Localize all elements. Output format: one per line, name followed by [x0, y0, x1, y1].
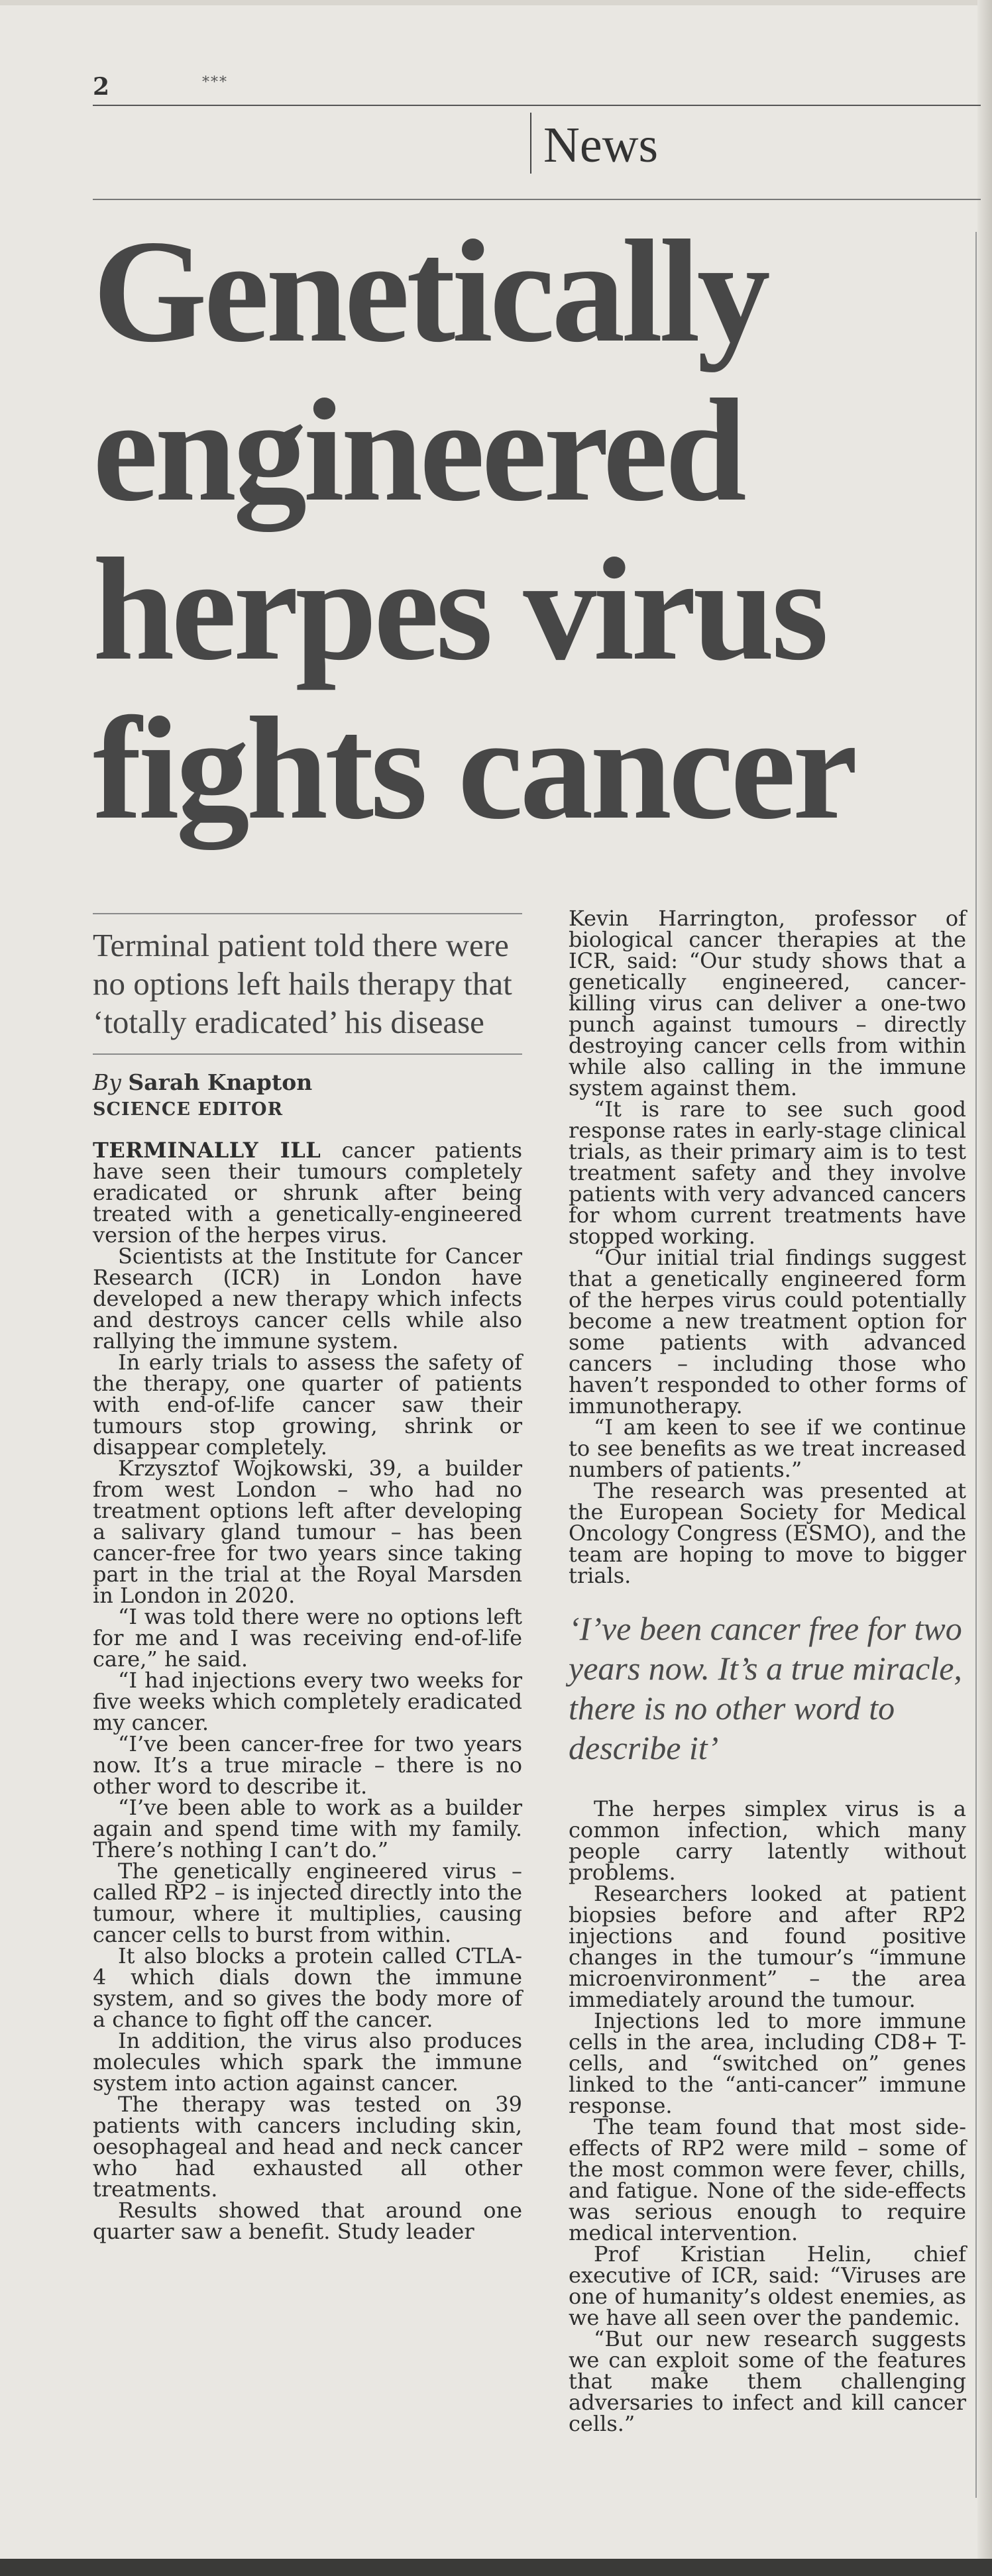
edition-stars: *** [202, 74, 228, 91]
standfirst: Terminal patient told there were no options left hails therapy that ‘totally eradicated’ his disease [93, 927, 512, 1040]
right-column [569, 908, 966, 2434]
article-paragraph: “It is rare to see such good response rates in early-stage clinical trials, as their primary aim is to test treatment safety and they involve patients with very advanced cancers for whom current treatments have stopped working. [569, 1097, 966, 1249]
byline-rule [93, 1053, 522, 1055]
headline-line: herpes virus [93, 528, 826, 691]
article-body-right-top [569, 908, 966, 1586]
article-paragraph: “I had injections every two weeks for five weeks which completely eradicated my cancer. [93, 1668, 522, 1735]
section-label: News [543, 117, 659, 173]
byline [93, 1069, 522, 1095]
page-right-edge [977, 0, 992, 2559]
article-paragraph: “I am keen to see if we continue to see benefits as we treat increased numbers of patients.” [569, 1415, 966, 1482]
page-bottom-edge [0, 2559, 992, 2576]
headline-line: engineered [93, 369, 744, 532]
article-body-right-bottom [569, 1798, 966, 2434]
article-paragraph: “Our initial trial findings suggest that a genetically engineered form of the herpes virus could potentially become a new treatment option for some patients with advanced cancers – including those who haven’t responded to other forms of immunotherapy. [569, 1245, 966, 1419]
byline-by: By [93, 1069, 121, 1095]
article-paragraph: “But our new research suggests we can exploit some of the features that make them challenging adversaries to infect and kill cancer cells.” [569, 2326, 966, 2436]
article-paragraph: The therapy was tested on 39 patients with cancers including skin, oesophageal and head and neck cancer who had exhausted all other treatments. [93, 2092, 522, 2202]
lead-paragraph-text: cancer patients have seen their tumours completely eradicated or shrunk after being treated with a genetically-engineered version of the herpes virus. [93, 1138, 522, 1248]
article-paragraph: Kevin Harrington, professor of biological cancer therapies at the ICR, said: “Our study shows that a genetically engineered, cancer-killing virus can deliver a one-two punch against tumours – directly destroying cancer cells from within while also calling in the immune system against them. [569, 906, 966, 1100]
headline-line: Genetically [93, 210, 767, 373]
headline-line: fights cancer [93, 687, 855, 850]
left-column [93, 913, 522, 2242]
article-paragraph: Researchers looked at patient biopsies before and after RP2 injections and found positive changes in the tumour’s “immune microenvironment” – the area immediately around the tumour. [569, 1881, 966, 2012]
author-name: Sarah Knapton [128, 1069, 313, 1095]
pull-quote: ‘I’ve been cancer free for two years now. It’s a true miracle, there is no other word to describe it’ [569, 1610, 962, 1766]
column-border [975, 232, 977, 2498]
article-paragraph: The team found that most side-effects of RP2 were mild – some of the most common were fever, chills, and fatigue. None of the side-effects was serious enough to require medical intervention. [569, 2114, 966, 2245]
article-paragraph: Injections led to more immune cells in the area, including CD8+ T-cells, and “switched on” genes linked to the “anti-cancer” immune response. [569, 2008, 966, 2118]
page-top-edge [0, 0, 992, 5]
article-paragraph: In early trials to assess the safety of the therapy, one quarter of patients with end-of-life cancer saw their tumours stop growing, shrink or disappear completely. [93, 1350, 522, 1460]
article-paragraph: It also blocks a protein called CTLA-4 which dials down the immune system, and so gives the body more of a chance to fight off the cancer. [93, 1943, 522, 2032]
article-paragraph: The herpes simplex virus is a common infection, which many people carry latently without problems. [569, 1796, 966, 1885]
top-rule [93, 105, 981, 106]
article-paragraph: In addition, the virus also produces molecules which spark the immune system into action against cancer. [93, 2028, 522, 2096]
article-paragraph: “I’ve been able to work as a builder again and spend time with my family. There’s nothing I can’t do.” [93, 1795, 522, 1862]
lead-in: TERMINALLY ILL [93, 1138, 321, 1163]
section-divider [530, 113, 531, 174]
article-body-left [93, 1140, 522, 2242]
article-paragraph: “I was told there were no options left for me and I was receiving end-of-life care,” he said. [93, 1604, 522, 1672]
page-number: 2 [93, 73, 110, 101]
article-paragraph: Scientists at the Institute for Cancer Research (ICR) in London have developed a new therapy which infects and destroys cancer cells while also rallying the immune system. [93, 1244, 522, 1354]
article-paragraph: The research was presented at the European Society for Medical Oncology Congress (ESMO), and the team are hoping to move to bigger trials. [569, 1478, 966, 1588]
article-paragraph: Krzysztof Wojkowski, 39, a builder from west London – who had no treatment options left after developing a salivary gland tumour – has been cancer-free for two years since taking part in the trial at the Royal Marsden in London in 2020. [93, 1456, 522, 1608]
article-paragraph: “I’ve been cancer-free for two years now. It’s a true miracle – there is no other word to describe it. [93, 1731, 522, 1799]
headline [93, 212, 954, 848]
author-role: SCIENCE EDITOR [93, 1099, 284, 1120]
section-rule [93, 199, 981, 200]
article-paragraph: Results showed that around one quarter saw a benefit. Study leader [93, 2198, 522, 2244]
article-paragraph: The genetically engineered virus – called RP2 – is injected directly into the tumour, where it multiplies, causing cancer cells to burst from within. [93, 1858, 522, 1947]
standfirst-rule [93, 913, 522, 914]
article-paragraph: Prof Kristian Helin, chief executive of ICR, said: “Viruses are one of humanity’s oldest enemies, as we have all seen over the pandemic. [569, 2241, 966, 2330]
article-paragraph [93, 1140, 522, 1246]
